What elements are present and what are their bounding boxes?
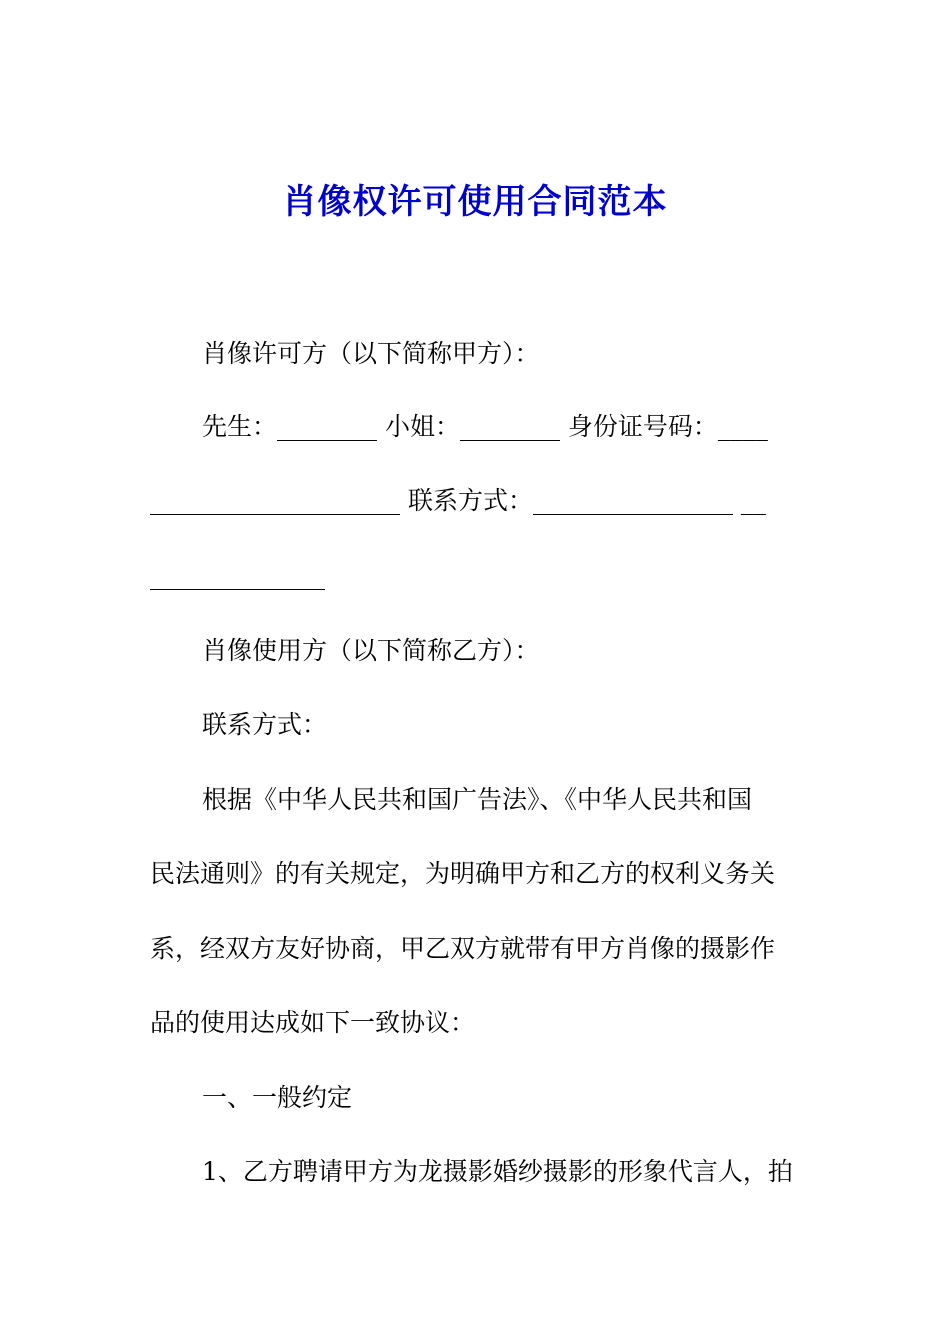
party-a-fields-line-2: ____________________ 联系方式：________________ __ — [150, 486, 766, 515]
clause-1-line-1: 1、乙方聘请甲方为龙摄影婚纱摄影的形象代言人，拍 — [202, 1157, 793, 1186]
party-b-heading: 肖像使用方（以下简称乙方）： — [202, 636, 540, 665]
section-heading: 一、一般约定 — [202, 1083, 353, 1112]
party-a-fields-line-3: ______________ — [150, 561, 325, 590]
preamble-line-2: 民法通则》的有关规定，为明确甲方和乙方的权利义务关 — [150, 859, 776, 888]
document-title: 肖像权许可使用合同范本 — [282, 182, 668, 222]
party-b-contact: 联系方式： — [202, 710, 328, 739]
preamble-line-1: 根据《中华人民共和国广告法》、《中华人民共和国 — [202, 785, 753, 814]
party-a-fields-line-1: 先生：________ 小姐：________ 身份证号码：____ — [202, 412, 768, 441]
preamble-line-4: 品的使用达成如下一致协议： — [150, 1008, 476, 1037]
preamble-line-3: 系，经双方友好协商，甲乙双方就带有甲方肖像的摄影作 — [150, 934, 776, 963]
party-a-heading: 肖像许可方（以下简称甲方）： — [202, 339, 540, 368]
